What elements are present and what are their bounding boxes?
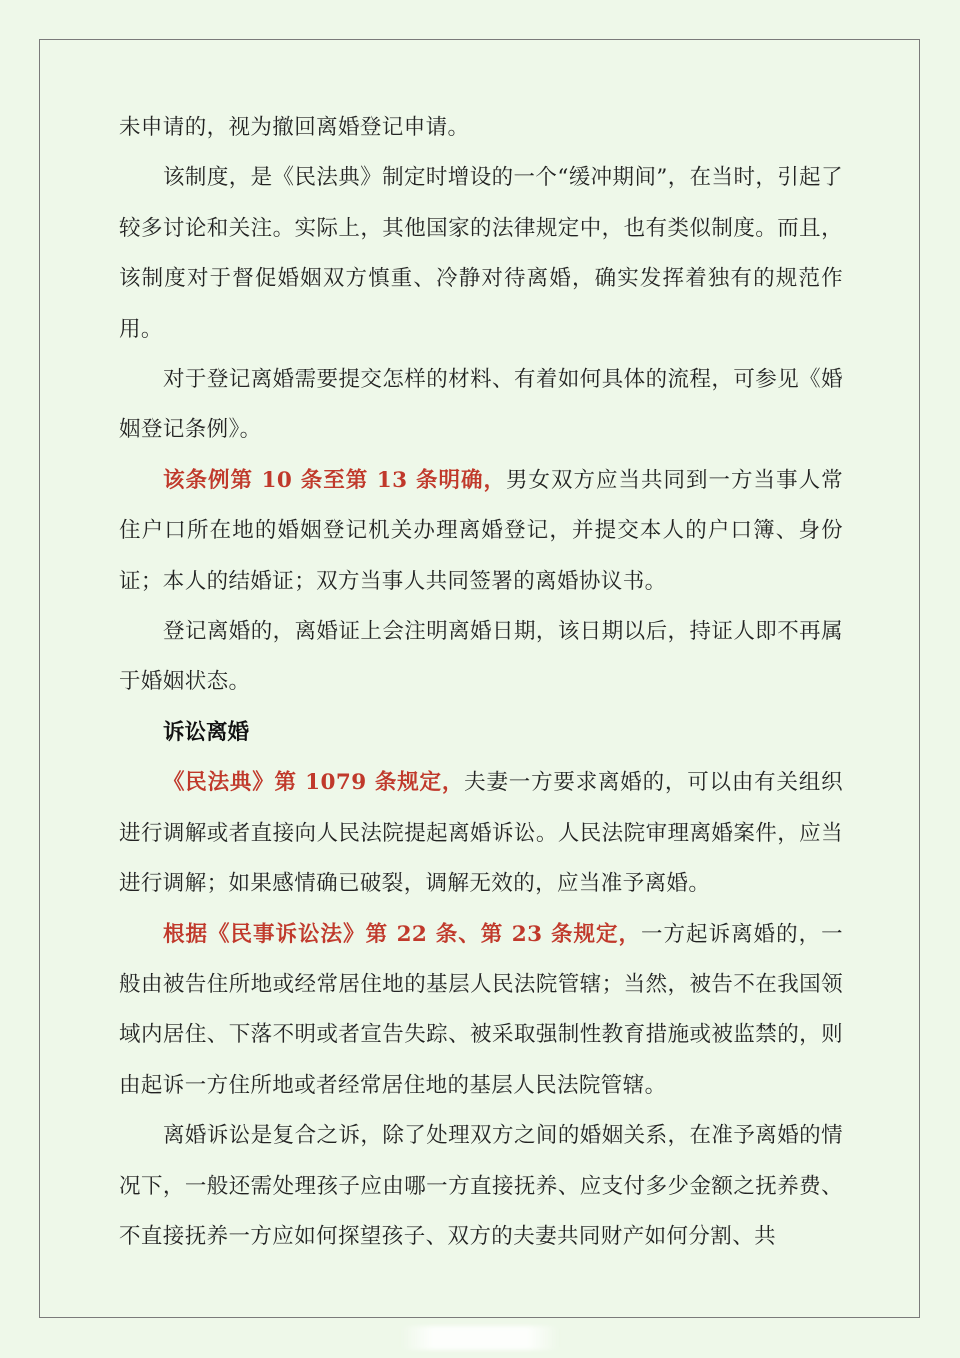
paragraph-8: 离婚诉讼是复合之诉，除了处理双方之间的婚姻关系，在准予离婚的情况下，一般还需处理孩子应由哪一方直接抚养、应支付多少金额之抚养费、不直接抚养一方应如何探望孩子、双方的夫妻共同财产如何分割、共 bbox=[119, 1123, 843, 1249]
highlight-text: 该条例第 10 条至第 13 条明确， bbox=[163, 467, 506, 493]
paragraph-1: 未申请的，视为撤回离婚登记申请。 bbox=[119, 115, 470, 140]
highlight-text: 根据《民事诉讼法》第 22 条、第 23 条规定， bbox=[163, 921, 642, 947]
highlight-text: 《民法典》第 1079 条规定， bbox=[163, 770, 465, 796]
paragraph-4 bbox=[119, 456, 843, 607]
body-text: 一方起诉离婚的，一般由被告住所地或经常居住地的基层人民法院管辖；当然，被告不在我国领域内居住、下落不明或者宣告失踪、被采取强制性教育措施或被监禁的，则由起诉一方住所地或者经常居住地的基层人民法院管辖。 bbox=[119, 921, 844, 1098]
paragraph-2: 该制度，是《民法典》制定时增设的一个“缓冲期间”，在当时，引起了较多讨论和关注。实际上，其他国家的法律规定中，也有类似制度。而且，该制度对于督促婚姻双方慎重、冷静对待离婚，确实发挥着独有的规范作用。 bbox=[119, 165, 843, 342]
section-heading: 诉讼离婚 bbox=[163, 719, 250, 745]
paragraph-5: 登记离婚的，离婚证上会注明离婚日期，该日期以后，持证人即不再属于婚姻状态。 bbox=[119, 619, 843, 695]
paragraph-6 bbox=[119, 758, 843, 909]
watermark-blur bbox=[400, 1326, 560, 1350]
paragraph-7 bbox=[119, 910, 843, 1112]
body-text: 夫妻一方要求离婚的，可以由有关组织进行调解或者直接向人民法院提起离婚诉讼。人民法院审理离婚案件，应当进行调解；如果感情确已破裂，调解无效的，应当准予离婚。 bbox=[119, 770, 843, 897]
body-text: 男女双方应当共同到一方当事人常住户口所在地的婚姻登记机关办理离婚登记，并提交本人的户口簿、身份证；本人的结婚证；双方当事人共同签署的离婚协议书。 bbox=[119, 467, 843, 594]
document-body bbox=[119, 103, 843, 1262]
paragraph-3: 对于登记离婚需要提交怎样的材料、有着如何具体的流程，可参见《婚姻登记条例》。 bbox=[119, 367, 843, 443]
